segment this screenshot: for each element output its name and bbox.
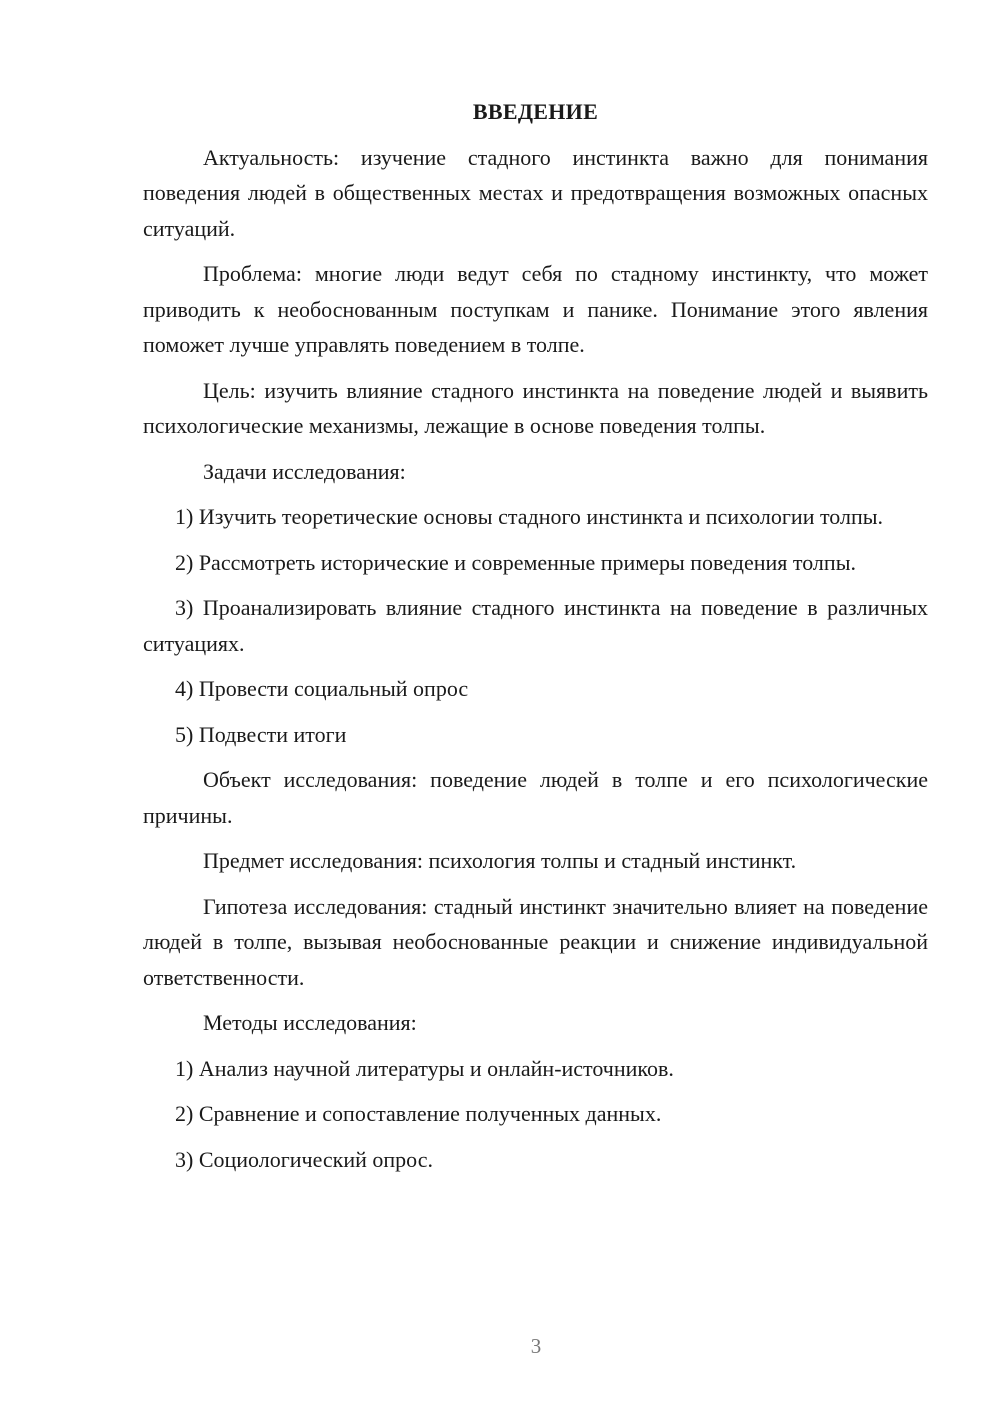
task-item: 5) Подвести итоги	[175, 721, 347, 747]
page-title: ВВЕДЕНИЕ	[472, 99, 599, 124]
hypothesis-paragraph: Гипотеза исследования: стадный инстинкт значительно влияет на поведение людей в толпе, вызывая необоснованные реакции и снижение индивидуальной ответственности.	[143, 893, 928, 990]
page-number: 3	[530, 1334, 542, 1358]
goal-paragraph: Цель: изучить влияние стадного инстинкта на поведение людей и выявить психологические механизмы, лежащие в основе поведения толпы.	[143, 377, 928, 438]
method-item: 2) Сравнение и сопоставление полученных данных.	[175, 1101, 662, 1126]
tasks-heading: Задачи исследования:	[203, 458, 406, 484]
task-item: 1) Изучить теоретические основы стадного инстинкта и психологии толпы.	[175, 504, 884, 529]
object-paragraph: Объект исследования: поведение людей в толпе и его психологические причины.	[143, 767, 928, 828]
task-item: 3) Проанализировать влияние стадного инстинкта на поведение в различных ситуациях.	[143, 595, 928, 656]
relevance-paragraph: Актуальность: изучение стадного инстинкта важно для понимания поведения людей в общественных местах и предотвращения возможных опасных ситуаций.	[143, 144, 928, 241]
method-item: 3) Социологический опрос.	[175, 1146, 433, 1172]
methods-heading: Методы исследования:	[203, 1010, 417, 1035]
page-content	[143, 94, 928, 1187]
problem-paragraph: Проблема: многие люди ведут себя по стадному инстинкту, что может приводить к необоснованным поступкам и панике. Понимание этого явления поможет лучше управлять поведением в толпе.	[143, 261, 928, 357]
task-item: 4) Провести социальный опрос	[175, 676, 469, 701]
method-item: 1) Анализ научной литературы и онлайн-источников.	[175, 1055, 674, 1081]
task-item: 2) Рассмотреть исторические и современные примеры поведения толпы.	[175, 549, 856, 575]
subject-paragraph: Предмет исследования: психология толпы и стадный инстинкт.	[203, 848, 797, 873]
